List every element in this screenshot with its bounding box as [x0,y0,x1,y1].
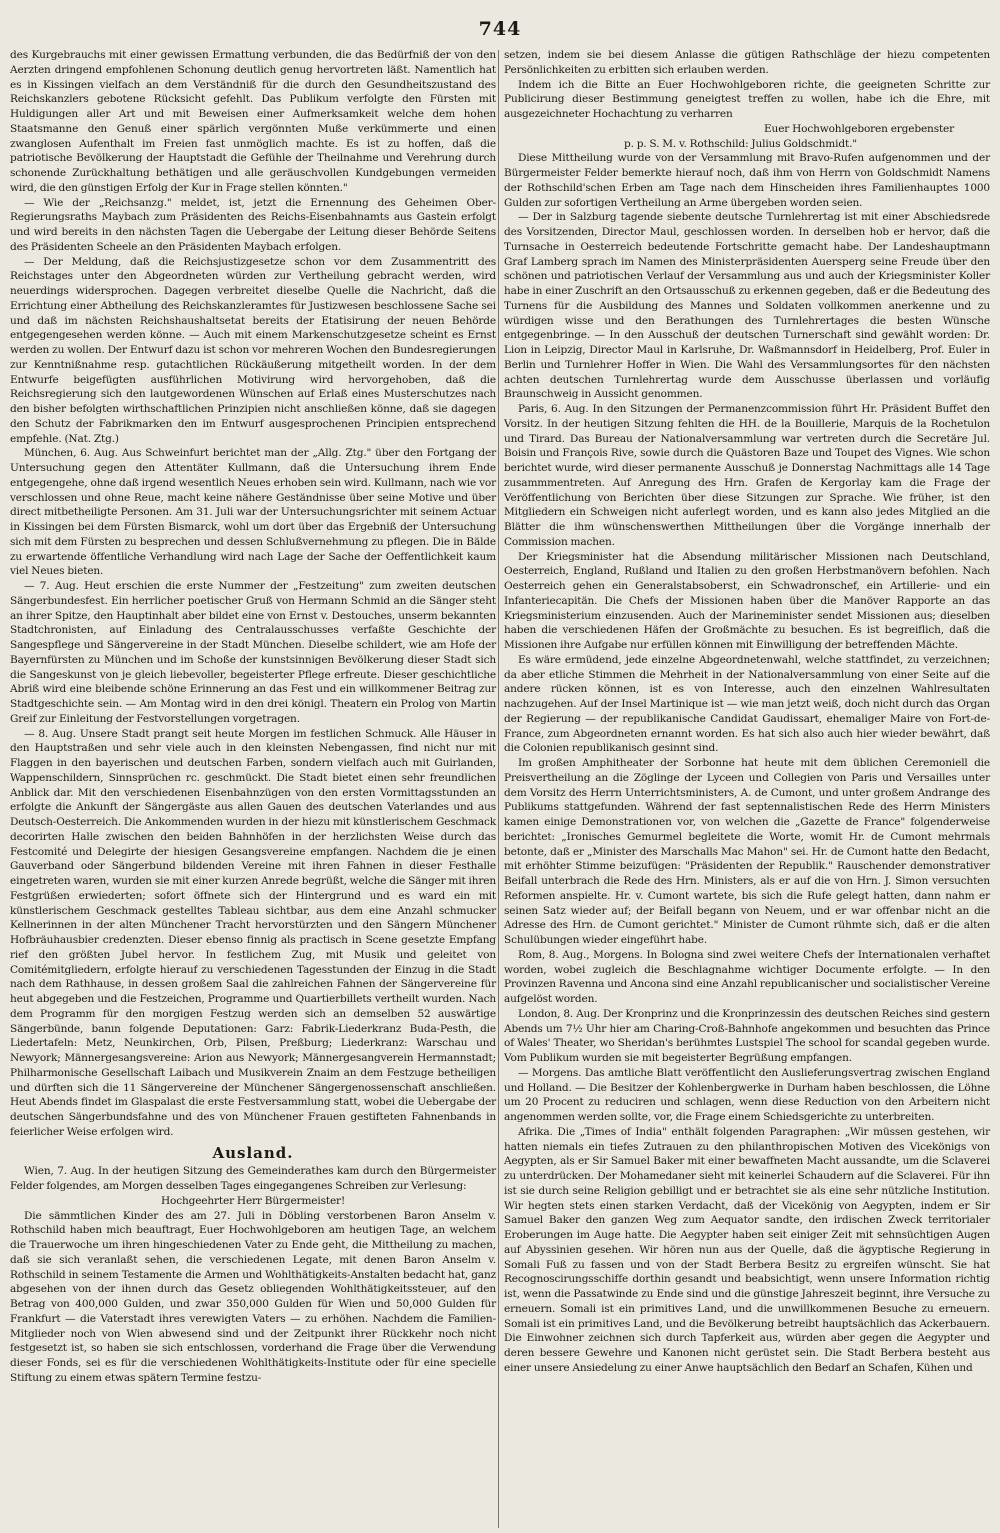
article-paragraph: München, 6. Aug. Aus Schweinfurt berichtet man der „Allg. Ztg." über den Fortgang der Untersuchung gegen den Attentäter Kullmann, daß die Untersuchung ihrem Ende entgegengehe, ohne daß irgend wesentlich Neues erhoben sein wird. Kullmann, nach wie vor verschlossen und ohne Reue, macht keine nähere Geständnisse über seine Motive und über direct mitbetheiligte Personen. Am 31. Juli war der Untersuchungsrichter mit seinem Actuar in Kissingen bei dem Fürsten Bismarck, wohl um dort über das Ergebniß der Untersuchung sich mit dem Fürsten zu besprechen und dessen Schlußvernehmung zu pflegen. Die in Bälde zu erwartende öffentliche Verhandlung wird nach Lage der Sache der Oeffentlichkeit kaum viel Neues bieten. [10,447,496,578]
article-paragraph: — Morgens. Das amtliche Blatt veröffentlicht den Auslieferungsvertrag zwischen England und Holland. — Die Besitzer der Kohlenbergwerke in Durham haben beschlossen, die Löhne um 20 Procent zu reduciren und schlagen, wenn diese Reduction von den Arbeitern nicht angenommen werden sollte, vor, die Frage einem Schiedsgerichte zu unterbreiten. [504,1066,990,1123]
article-paragraph: Der Kriegsminister hat die Absendung militärischer Missionen nach Deutschland, Oesterreich, England, Rußland und Italien zu den großen Herbstmanövern befohlen. Nach Oesterreich gehen ein Generalstabsoberst, ein Schwadronschef, ein Artillerie- und ein Infanteriecapitän. Die Chefs der Missionen haben über die Manöver Rapporte an das Kriegsministerium einzusenden. Auch der Marineminister sendet Missionen aus; dieselben haben die verschiedenen Häfen der Großmächte zu besuchen. Es ist begreiflich, daß die Missionen ihre Aufgabe nur erfüllen können mit Einwilligung der betreffenden Mächte. [504,550,990,651]
article-paragraph: — 7. Aug. Heut erschien die erste Nummer der „Festzeitung" zum zweiten deutschen Sängerbundesfest. Ein herrlicher poetischer Gruß von Hermann Schmid an die Sänger steht an ihrer Spitze, den Hauptinhalt aber bildet eine von Ernst v. Destouches, unserm bekannten Stadtchronisten, auf Einladung des Centralausschusses verfaßte Geschichte der Sangespflege und Sängervereine in der Stadt München. Dieselbe schildert, wie am Hofe der Bayernfürsten zu München und im Schoße der kunstsinnigen Bevölkerung dieser Stadt sich die Sangeskunst von je gleich liebevoller, begeisterter Pflege erfreute. Dieser geschichtliche Abriß wird eine bleibende schöne Erinnerung an das Fest und ein willkommener Beitrag zur Stadtgeschichte sein. — Am Montag wird in den drei königl. Theatern ein Prolog von Martin Greif zur Einleitung der Festvorstellungen vorgetragen. [10,580,496,725]
article-paragraph: p. p. S. M. v. Rothschild: Julius Goldschmidt." [624,137,857,150]
article-paragraph: Rom, 8. Aug., Morgens. In Bologna sind zwei weitere Chefs der Internationalen verhaftet worden, wobei zugleich die Beschlagnahme wichtiger Documente erfolgte. — In den Provinzen Ravenna und Ancona sind eine Anzahl republicanischer und socialistischer Vereine aufgelöst worden. [504,948,990,1005]
page-number: 744 [478,18,522,40]
article-paragraph: des Kurgebrauchs mit einer gewissen Ermattung verbunden, die das Bedürfniß der von den Aerzten dringend empfohlenen Schonung deutlich genug hervortreten läßt. Namentlich hat es in Kissingen vielfach an dem Verständniß für die durch den Gesundheitszustand des Reichskanzlers gebotene Rücksicht gefehlt. Das Publikum verfolgte den Fürsten mit Huldigungen aller Art und mit Beweisen einer Aufmerksamkeit welche dem hohen Staatsmanne den Genuß einer spärlich vergönnten Muße verkümmerte und einen zwanglosen Aufenthalt im Freien fast unmöglich machte. Es ist zu hoffen, daß die patriotische Bevölkerung der Hauptstadt die Gefühle der Theilnahme und Verehrung durch schonende Zurückhaltung bethätigen und alle geräuschvollen Kundgebungen vermeiden wird, die den günstigen Erfolg der Kur in Frage stellen könnten." [10,49,496,194]
article-paragraph: Indem ich die Bitte an Euer Hochwohlgeboren richte, die geeigneten Schritte zur Publicirung dieser Bestimmung geneigtest treffen zu wollen, habe ich die Ehre, mit ausgezeichneter Hochachtung zu verharren [504,78,990,120]
article-paragraph: Afrika. Die „Times of India" enthält folgenden Paragraphen: „Wir müssen gestehen, wir hatten niemals ein tiefes Zutrauen zu den philanthropischen Motiven des Vicekönigs von Aegypten, als er Sir Samuel Baker mit einer bewaffneten Macht aussandte, um die Sclaverei zu unterdrücken. Der Mohamedaner sieht mit keinerlei Schaudern auf die Sclaverei. Für ihn ist sie durch seine Religion gebilligt und er betrachtet sie als eine sehr nützliche Institution. Wir hegten stets einen starken Verdacht, daß der Vicekönig von Aegypten, indem er Sir Samuel Baker den ganzen Weg zum Aequator sandte, den irdischen Zweck territorialer Eroberungen im Auge hatte. Die Aegypter haben seit einiger Zeit mit sehnsüchtigen Augen auf Abyssinien gesehen. Wir hören nun aus der Quelle, daß die ägyptische Regierung in Somali Fuß zu fassen und von der Stadt Berbera Besitz zu ergreifen wünscht. Sie hat Recognoscirungsschiffe dorthin gesandt und beabsichtigt, wenn unsere Information richtig ist, wenn die Passatwinde zu Ende sind und die günstige Jahreszeit beginnt, ihre Versuche zu erneuern. Somali ist ein primitives Land, und die unwillkommenen Besuche zu erneuern. Somali ist ein primitives Land, und die Bevölkerung betreibt hauptsächlich das Ackerbauern. Die Einwohner zeichnen sich durch Tapferkeit aus, würden aber gegen die Aegypter und deren bessere Gewehre und Kanonen nicht gerüstet sein. Die Stadt Berbera besteht aus einer unsere Ansiedelung zu einer Anwe hauptsächlich den Bedarf an Schafen, Kühen und [504,1125,990,1374]
article-paragraph: Euer Hochwohlgeboren ergebenster [764,122,955,135]
right-column [504,48,990,1376]
article-paragraph: — Der Meldung, daß die Reichsjustizgesetze schon vor dem Zusammentritt des Reichstages unter den Abgeordneten würden zur Vertheilung gebracht werden, wird neuerdings widersprochen. Dagegen verbreitet dieselbe Quelle die Nachricht, daß die Errichtung einer Abtheilung des Reichskanzleramtes für Justizwesen beschlossene Sache sei und daß im nächsten Reichshaushaltsetat bereits der Etatisirung der neuen Behörde entgegengesehen werden könne. — Auch mit einem Markenschutzgesetze scheint es Ernst werden zu wollen. Der Entwurf dazu ist schon vor mehreren Wochen den Bundesregierungen zur Kenntnißnahme resp. gutachtlichen Rückäußerung mitgetheilt worden. In der dem Entwurfe beigefügten ausführlichen Motivirung wird hervorgehoben, daß die Reichsregierung sich den lautgewordenen Wünschen auf Erlaß eines Musterschutzes nach den bisher befolgten wirthschaftlichen Prinzipien nicht anschließen könne, daß sie dagegen den Schutz der Fabrikmarken den im Entwurf ausgesprochenen Principien entsprechend empfehle. (Nat. Ztg.) [10,255,496,445]
article-paragraph: Hochgeehrter Herr Bürgermeister! [160,1194,346,1207]
article-paragraph: Im großen Amphitheater der Sorbonne hat heute mit dem üblichen Ceremoniell die Preisvertheilung an die Zöglinge der Lyceen und Collegien von Paris und Versailles unter dem Vorsitz des Herrn Unterrichtsministers, A. de Cumont, und unter großem Andrange des Publikums stattgefunden. Während der fast septennalistischen Rede des Herrn Ministers kamen einige Demonstrationen vor, von welchen die „Gazette de France" folgenderweise berichtet: „Ironisches Gemurmel begleitete die Worte, womit Hr. de Cumont mehrmals betonte, daß er „Minister des Marschalls Mac Mahon" sei. Hr. de Cumont hatte den Bedacht, mit erhöhter Stimme beizufügen: "Präsidenten der Republik." Rauschender demonstrativer Beifall unterbrach die Rede des Hrn. Ministers, als er auf die von Hrn. J. Simon versuchten Reformen anspielte. Hr. v. Cumont wartete, bis sich die Rufe gelegt hatten, dann nahm er seinen Satz wieder auf; der Beifall begann von Neuem, und er war offenbar nicht an die Adresse des Hrn. de Cumont gerichtet." Minister de Cumont rühmte sich, daß er die alten Schulübungen wieder eingeführt habe. [504,757,990,946]
article-paragraph: Diese Mittheilung wurde von der Versammlung mit Bravo-Rufen aufgenommen und der Bürgermeister Felder bemerkte hierauf noch, daß ihm von Herrn von Goldschmidt Namens der Rothschild'schen Erben am Tage nach dem Hinscheiden ihres Familienhauptes 1000 Gulden zur sofortigen Vertheilung an Arme übergeben worden seien. [504,152,990,209]
section-heading: Ausland. [212,1143,294,1162]
article-paragraph: Paris, 6. Aug. In den Sitzungen der Permanenzcommission führt Hr. Präsident Buffet den Vorsitz. In der heutigen Sitzung fehlten die HH. de la Bouillerie, Marquis de la Rochetulon und Tirard. Das Bureau der Nationalversammlung war vertreten durch die Secretäre Jul. Boisin und François Rive, sowie durch die Quästoren Baze und Toupet des Vignes. Wie schon berichtet wurde, wird dieser permanente Ausschuß je Donnerstag Nachmittags alle 14 Tage zusammmentreten. Auf Anregung des Hrn. Grafen de Kergorlay kam die Frage der Veröffentlichung von Berichten über diese Sitzungen zur Sprache. Wie früher, ist den Mitgliedern ein Schweigen nicht auferlegt worden, und es kann also jedes Mitglied an die Blätter die ihm wünschenswerthen Mittheilungen über die Vorgänge innerhalb der Commission machen. [504,403,990,548]
article-paragraph: — 8. Aug. Unsere Stadt prangt seit heute Morgen im festlichen Schmuck. Alle Häuser in den Hauptstraßen und sehr viele auch in den kleinsten Nebengassen, find nicht nur mit Flaggen in den bayerischen und deutschen Farben, sondern vielfach auch mit Guirlanden, Wappenschildern, Sinnsprüchen rc. geschmückt. Die Stadt bietet einen sehr freundlichen Anblick dar. Mit den verschiedenen Eisenbahnzügen von den ersten Vormittagsstunden an erfolgte die Ankunft der Sängergäste aus allen Gauen des deutschen Vaterlandes und aus Deutsch-Oesterreich. Die Ankommenden wurden in der hiezu mit künstlerischem Geschmack decorirten Halle zwischen den beiden Bahnhöfen in der herzlichsten Weise durch das Festcomité und Delegirte der hiesigen Gesangsvereine empfangen. Nachdem die je einen Gauverband oder Sängerbund bildenden Vereine mit ihren Fahnen in dieser Festhalle eingetreten waren, wurden sie mit einer kurzen Anrede begrüßt, welche die Sänger mit ihren Festgrüßen erwiederten; sofort öffnete sich der Hintergrund und es ward ein mit künstlerischem Geschmack gestelltes Tableau sichtbar, aus dem eine Anzahl schmucker Kellnerinnen in der alten Münchener Tracht hervorstürzten und den Sängern Münchener Hofbräuhausbier credenzten. Dieser ebenso finnig als practisch in Scene gesetzte Empfang rief den größten Jubel hervor. In festlichem Zug, mit Musik und geleitet von Comitémitgliedern, erfolgte hierauf zu verschiedenen Tagesstunden der Einzug in die Stadt nach dem Rathhause, in dessen großem Saal die zahlreichen Fahnen der Sängervereine für heut abgegeben und die Festzeichen, Programme und Quartierbillets vertheilt wurden. Nach dem Programm für den morgigen Festzug werden sich an demselben 52 auswärtige Sängerbünde, banın folgende Deputationen: Garz: Fabrik-Liederkranz Buda-Pesth, die Liedertafeln: Metz, Neunkirchen, Orb, Pilsen, Preßburg; Liederkranz: Warschau und Newyork; Männergesangsvereine: Arion aus Newyork; Männergesangverein Hermannstadt; Philharmonische Gesellschaft Laibach und Musikverein Znaim an dem Festzuge betheiligen und dürften sich die 11 Sängervereine der Münchener Sängergenossenschaft anschließen. Heut Abends findet im Glaspalast die erste Festversammlung statt, wobei die Uebergabe der deutschen Sängerbundsfahne und des von Münchener Frauen gestifteten Fahnenbands in feierlicher Weise erfolgen wird. [10,727,496,1138]
article-paragraph: — Der in Salzburg tagende siebente deutsche Turnlehrertag ist mit einer Abschiedsrede des Vorsitzenden, Director Maul, geschlossen worden. In derselben hob er hervor, daß die Turnsache in Oesterreich bedeutende Fortschritte gemacht habe. Der Landeshauptmann Graf Lamberg sprach im Namen des Ministerpräsidenten Auersperg seine Freude über den schönen und patriotischen Verlauf der Versammlung aus und auch der Kriegsminister Koller habe in einer Zuschrift an den Ortsausschuß zu erkennen gegeben, daß er die Bedeutung des Turnens für die Ausbildung des Mannes und Soldaten vollkommen anerkenne und zu würdigen wisse und den Berathungen des Turnlehrertages die besten Wünsche entgegenbringe. — In den Ausschuß der deutschen Turnerschaft sind gewählt worden: Dr. Lion in Leipzig, Director Maul in Karlsruhe, Dr. Waßmannsdorf in Heidelberg, Prof. Euler in Berlin und Turnlehrer Hoffer in Wien. Die Wahl des Versammlungsortes für den nächsten achten deutschen Turnlehrertag wurde dem Ausschusse überlassen und vorläufig Braunschweig in Aussicht genommen. [504,211,990,401]
article-paragraph: London, 8. Aug. Der Kronprinz und die Kronprinzessin des deutschen Reiches sind gestern Abends um 7½ Uhr hier am Charing-Croß-Bahnhofe angekommen und besuchten das Prince of Wales' Theater, wo Sheridan's berühmtes Lustspiel The school for scandal gegeben wurde. Vom Publikum wurden sie mit begeisterter Begrüßung empfangen. [504,1007,990,1064]
column-divider [498,50,499,1528]
article-paragraph: Wien, 7. Aug. In der heutigen Sitzung des Gemeinderathes kam durch den Bürgermeister Felder folgendes, am Morgen desselben Tages eingegangenes Schreiben zur Verlesung: [10,1165,496,1192]
left-column [10,48,496,1386]
article-paragraph: Die sämmtlichen Kinder des am 27. Juli in Döbling verstorbenen Baron Anselm v. Rothschild haben mich beauftragt, Euer Hochwohlgeboren am heutigen Tage, an welchem die Trauerwoche um ihren hingeschiedenen Vater zu Ende geht, die Mittheilung zu machen, daß sie sich veranlaßt sehen, die verschiedenen Legate, mit denen Baron Anselm v. Rothschild in seinem Testamente die Armen und Wohlthätigkeits-Anstalten bedacht hat, ganz abgesehen von der ihnen durch das Gesetz obliegenden Wohlthätigkeitssteuer, auf den Betrag von 400,000 Gulden, und zwar 350,000 Gulden für Wien und 50,000 Gulden für Frankfurt — die Vaterstadt ihres verewigten Vaters — zu erhöhen. Nachdem die Familien-Mitglieder noch von Wien abwesend sind und der Zeitpunkt ihrer Rückkehr noch nicht festgesetzt ist, so haben sie sich entschlossen, vorderhand die Frage über die Verwendung dieser Fonds, sei es für die verschiedenen Wohlthätigkeits-Institute oder für eine specielle Stiftung zu einem etwas spätern Termine festzu- [10,1209,496,1384]
article-paragraph: — Wie der „Reichsanzg." meldet, ist, jetzt die Ernennung des Geheimen Ober-Regierungsraths Maybach zum Präsidenten des Reichs-Eisenbahnamts aus Gastein erfolgt und wird bereits in den nächsten Tagen die Uebergabe der Leitung dieser Behörde Seitens des Präsidenten Scheele an den Präsidenten Maybach erfolgen. [10,196,496,253]
article-paragraph: Es wäre ermüdend, jede einzelne Abgeordnetenwahl, welche stattfindet, zu verzeichnen; da aber etliche Stimmen die Mehrheit in der Nationalversammlung von einer Seite auf die andere rücken können, ist es von Interesse, auch den einzelnen Wahlresultaten nachzugehen. Auf der Insel Martinique ist — wie man jetzt weiß, doch nicht durch das Organ der Regierung — der republikanische Candidat Gaudissart, ehemaliger Maire von Fort-de-France, zum Abgeordneten ernannt worden. Es hat sich also auch hier wieder bewährt, daß die Colonien republikanisch gesinnt sind. [504,653,990,755]
article-paragraph: setzen, indem sie bei diesem Anlasse die gütigen Rathschläge der hiezu competenten Persönlichkeiten zu erbitten sich erlauben werden. [504,49,990,76]
